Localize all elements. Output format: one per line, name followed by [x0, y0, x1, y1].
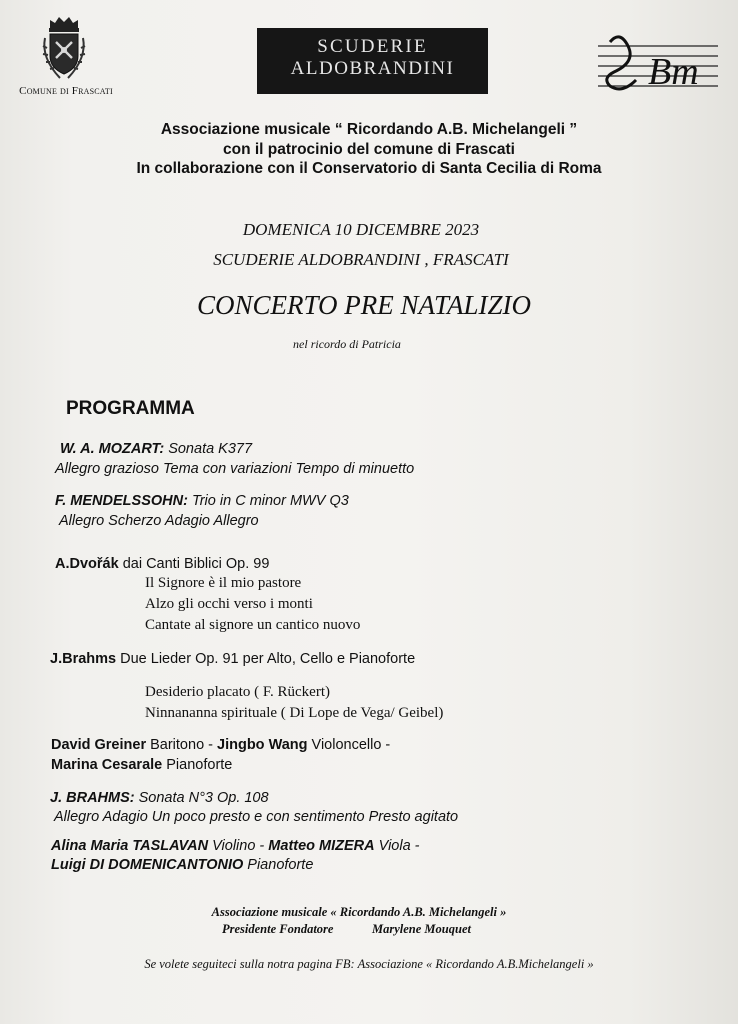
collaboration-line: In collaborazione con il Conservatorio di Santa Cecilia di Roma: [136, 160, 602, 177]
dvorak-composer: A.Dvořák: [55, 556, 119, 572]
concert-title: CONCERTO PRE NATALIZIO: [196, 290, 532, 320]
music-logo-text: Bm: [648, 51, 699, 93]
program-heading: PROGRAMMA: [66, 398, 195, 419]
performer-role-pianoforte: Pianoforte: [162, 757, 233, 773]
performers-group-2-line2: [51, 857, 313, 873]
music-staff-logo: [596, 32, 720, 96]
scuderie-logo-line1: SCUDERIE: [317, 36, 428, 57]
footer-president-name: Marylene Mouquet: [372, 922, 471, 936]
dedication: nel ricordo di Patricia: [293, 337, 401, 351]
brahms-sonata-composer: J. BRAHMS:: [50, 790, 135, 806]
brahms-sonata-movements: Allegro Adagio Un poco presto e con sentimento Presto agitato: [54, 809, 459, 825]
mendelssohn-entry: [55, 493, 349, 509]
comune-label: Comune di Frascati: [19, 85, 113, 97]
performers-group-1-line2: [51, 757, 232, 773]
footer-president-label: Presidente Fondatore: [222, 922, 334, 936]
mendelssohn-movements: Allegro Scherzo Adagio Allegro: [59, 513, 259, 529]
performer-role-violino: Violino -: [208, 838, 269, 854]
mendelssohn-work: Trio in C minor MWV Q3: [187, 493, 349, 509]
brahms-song-2: Ninnananna spirituale ( Di Lope de Vega/ Geibel): [145, 705, 444, 721]
brahms-song-1: Desiderio placato ( F. Rückert): [145, 684, 330, 700]
brahms-lieder-entry: [50, 651, 415, 667]
scuderie-aldobrandini-logo: [257, 28, 488, 94]
performer-role-baritono: Baritono -: [146, 737, 218, 753]
performer-role-violoncello: Violoncello -: [307, 737, 391, 753]
dvorak-song-3: Cantate al signore un cantico nuovo: [145, 617, 361, 633]
scuderie-logo-line2: ALDOBRANDINI: [290, 58, 455, 79]
dvorak-song-1: Il Signore è il mio pastore: [145, 575, 302, 591]
event-venue: SCUDERIE ALDOBRANDINI , FRASCATI: [213, 250, 509, 269]
brahms-sonata-work: Sonata N°3 Op. 108: [134, 790, 269, 806]
footer-association: Associazione musicale « Ricordando A.B. Michelangeli »: [211, 905, 507, 919]
dvorak-song-2: Alzo gli occhi verso i monti: [145, 596, 313, 612]
event-date: DOMENICA 10 DICEMBRE 2023: [242, 220, 480, 239]
performer-david-greiner: David Greiner: [51, 737, 147, 753]
performers-group-1-line1: [51, 737, 390, 753]
patronage-line: con il patrocinio del comune di Frascati: [223, 141, 515, 158]
association-intro: Associazione musicale “ Ricordando A.B. Michelangeli ”: [160, 121, 578, 138]
mozart-entry: [60, 441, 252, 457]
brahms-lieder-composer: J.Brahms: [50, 651, 117, 667]
performer-marina-cesarale: Marina Cesarale: [51, 757, 163, 773]
mendelssohn-composer: F. MENDELSSOHN:: [55, 493, 188, 509]
performer-alina-taslavan: Alina Maria TASLAVAN: [51, 838, 209, 854]
performer-jingbo-wang: Jingbo Wang: [217, 737, 308, 753]
frascati-crest-logo: [38, 14, 90, 84]
brahms-lieder-work: Due Lieder Op. 91 per Alto, Cello e Pianoforte: [116, 651, 416, 667]
dvorak-work: dai Canti Biblici Op. 99: [118, 556, 270, 572]
mozart-movements: Allegro grazioso Tema con variazioni Tempo di minuetto: [55, 461, 415, 477]
performer-role-pianoforte-2: Pianoforte: [243, 857, 314, 873]
performer-role-viola: Viola -: [374, 838, 420, 854]
footer-facebook-note: Se volete seguiteci sulla notra pagina FB: Associazione « Ricordando A.B.Michelangeli »: [144, 957, 594, 971]
brahms-sonata-entry: [50, 790, 269, 806]
mozart-composer: W. A. MOZART:: [60, 441, 165, 457]
performer-matteo-mizera: Matteo MIZERA: [268, 838, 375, 854]
dvorak-entry: [55, 556, 269, 572]
performer-luigi-di-domenicantonio: Luigi DI DOMENICANTONIO: [51, 857, 244, 873]
performers-group-2-line1: [51, 838, 420, 854]
mozart-work: Sonata K377: [164, 441, 253, 457]
